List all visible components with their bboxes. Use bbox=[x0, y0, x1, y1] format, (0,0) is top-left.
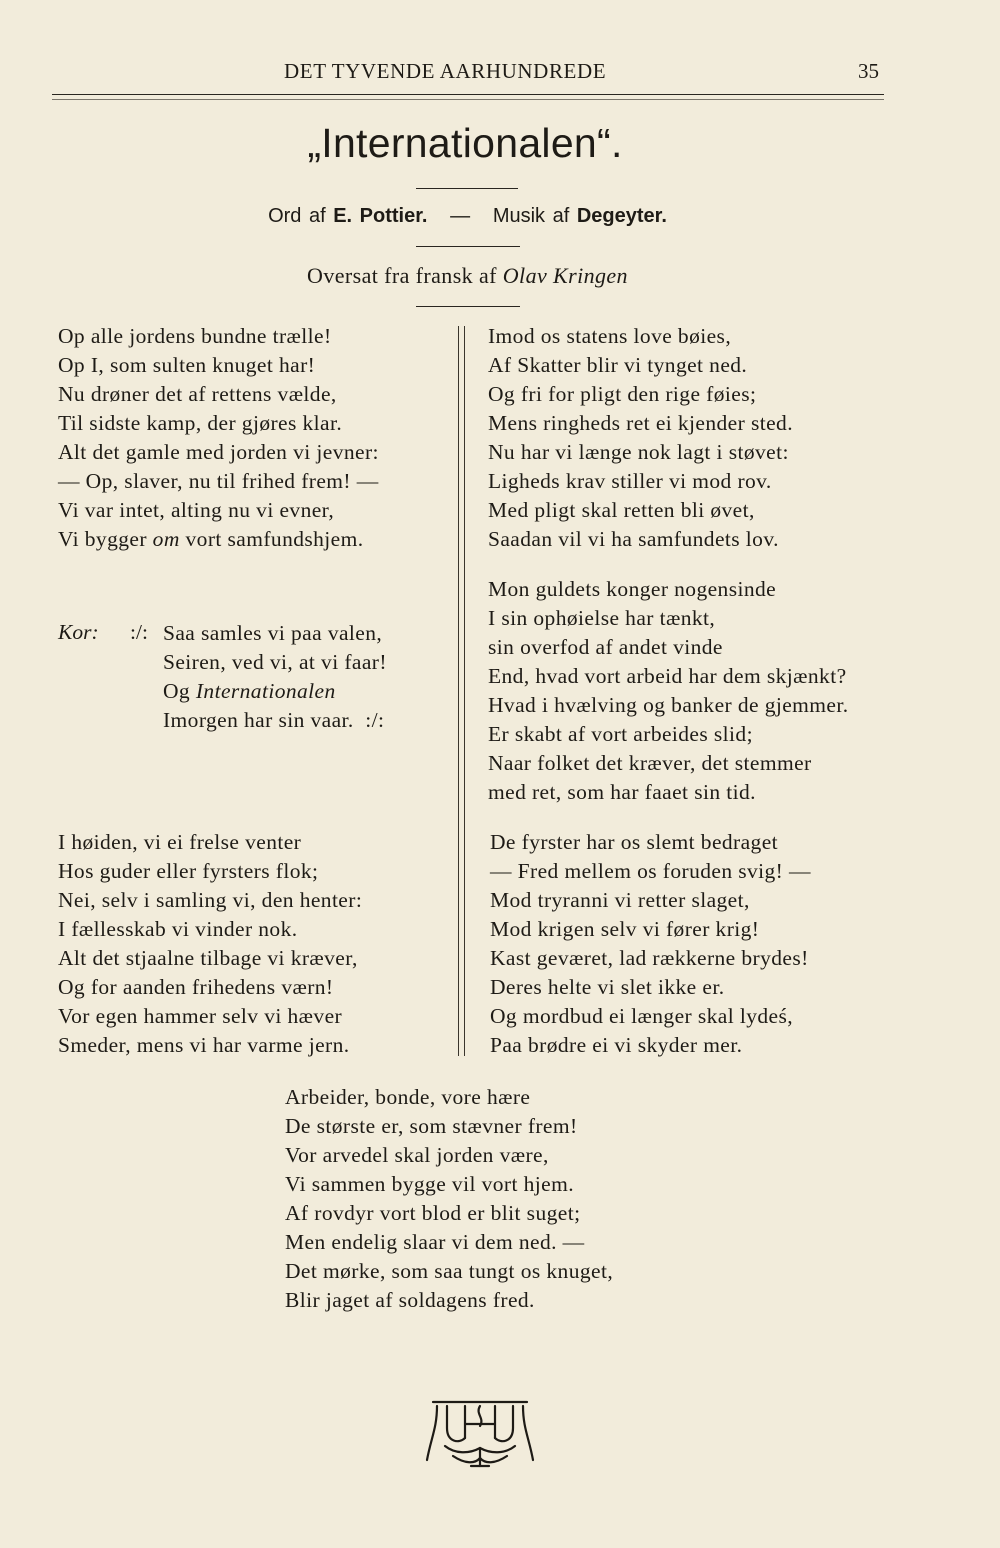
stanza-4 bbox=[488, 575, 849, 807]
verse-line: Kast geværet, lad rækkerne brydes! bbox=[490, 946, 809, 970]
verse-line: sin overfod af andet vinde bbox=[488, 635, 723, 659]
chorus-line bbox=[163, 706, 387, 735]
verse-line: Mod krigen selv vi fører krig! bbox=[490, 917, 760, 941]
art-nouveau-vignette-icon bbox=[425, 1398, 535, 1470]
verse-line-last bbox=[58, 525, 379, 554]
verse-line: Er skabt af vort arbeides slid; bbox=[488, 722, 753, 746]
verse-line: Men endelig slaar vi dem ned. — bbox=[285, 1230, 585, 1254]
verse-line: Paa brødre ei vi skyder mer. bbox=[490, 1033, 743, 1057]
verse-line: Mod tryranni vi retter slaget, bbox=[490, 888, 750, 912]
stanza-2 bbox=[58, 828, 362, 1060]
verse-line: Af Skatter blir vi tynget ned. bbox=[488, 353, 748, 377]
credits-line bbox=[0, 205, 935, 228]
verse-line: Vi sammen bygge vil vort hjem. bbox=[285, 1172, 574, 1196]
chorus bbox=[163, 619, 387, 735]
verse-line: Mens ringheds ret ei kjender sted. bbox=[488, 411, 793, 435]
translation-prefix: Oversat fra fransk af bbox=[307, 263, 497, 288]
column-divider bbox=[458, 326, 459, 1056]
title-divider bbox=[416, 188, 518, 189]
verse-line: Deres helte vi slet ikke er. bbox=[490, 975, 725, 999]
verse-line: Arbeider, bonde, vore hære bbox=[285, 1085, 531, 1109]
verse-line: De største er, som stævner frem! bbox=[285, 1114, 578, 1138]
verse-line: Hvad i hvælving og banker de gjemmer. bbox=[488, 693, 849, 717]
page-number: 35 bbox=[858, 59, 879, 83]
stanza-6 bbox=[285, 1083, 613, 1315]
header-rule bbox=[52, 94, 884, 95]
verse-line: De fyrster har os slemt bedraget bbox=[490, 830, 779, 854]
verse-line: Det mørke, som saa tungt os knuget, bbox=[285, 1259, 614, 1283]
verse-line: Af rovdyr vort blod er blit suget; bbox=[285, 1201, 581, 1225]
verse-line: Nu drøner det af rettens vælde, bbox=[58, 382, 337, 406]
verse-line: Blir jaget af soldagens fred. bbox=[285, 1288, 535, 1312]
verse-line: Vi var intet, alting nu vi evner, bbox=[58, 498, 335, 522]
music-prefix: Musik af bbox=[492, 205, 570, 227]
verse-line: Hos guder eller fyrsters flok; bbox=[58, 859, 319, 883]
chorus-line: Seiren, ved vi, at vi faar! bbox=[163, 650, 387, 674]
verse-fragment: Og bbox=[163, 679, 191, 703]
translation-credit bbox=[0, 263, 935, 289]
verse-line: Vor arvedel skal jorden være, bbox=[285, 1143, 549, 1167]
running-header: DET TYVENDE AARHUNDREDE bbox=[284, 59, 607, 83]
repeat-close-mark: :/: bbox=[365, 708, 385, 732]
verse-line: Alt det stjaalne tilbage vi kræver, bbox=[58, 946, 358, 970]
verse-line: Og mordbud ei længer skal lydeś, bbox=[490, 1004, 794, 1028]
chorus-label: Kor: bbox=[58, 620, 99, 644]
verse-line: Op I, som sulten knuget har! bbox=[58, 353, 316, 377]
repeat-open-mark: :/: bbox=[130, 620, 148, 644]
header-rule-thin bbox=[52, 99, 884, 100]
composer-name: Degeyter. bbox=[576, 205, 667, 227]
verse-line: Op alle jordens bundne trælle! bbox=[58, 324, 332, 348]
verse-line: I høiden, vi ei frelse venter bbox=[58, 830, 302, 854]
verse-line: End, hvad vort arbeid har dem skjænkt? bbox=[488, 664, 847, 688]
poem-title: „Internationalen“. bbox=[307, 120, 623, 166]
verse-line: Naar folket det kræver, det stemmer bbox=[488, 751, 812, 775]
verse-line: Til sidste kamp, der gjøres klar. bbox=[58, 411, 343, 435]
verse-line: I fællesskab vi vinder nok. bbox=[58, 917, 298, 941]
stanza-1 bbox=[58, 322, 379, 554]
translation-divider bbox=[416, 306, 520, 307]
verse-line: Nu har vi længe nok lagt i støvet: bbox=[488, 440, 789, 464]
stanza-3 bbox=[488, 322, 793, 554]
verse-line: Nei, selv i samling vi, den henter: bbox=[58, 888, 363, 912]
verse-line: Med pligt skal retten bli øvet, bbox=[488, 498, 755, 522]
stanza-5 bbox=[490, 828, 811, 1060]
lyricist-name: E. Pottier. bbox=[333, 205, 428, 227]
verse-emphasis: Internationalen bbox=[195, 679, 336, 703]
verse-line: I sin ophøielse har tænkt, bbox=[488, 606, 716, 630]
verse-line: Og for aanden frihedens værn! bbox=[58, 975, 334, 999]
verse-fragment: Vi bygger bbox=[58, 527, 147, 551]
verse-line: Saadan vil vi ha samfundets lov. bbox=[488, 527, 779, 551]
verse-line: Mon guldets konger nogensinde bbox=[488, 577, 777, 601]
verse-emphasis: om bbox=[152, 527, 180, 551]
verse-line: — Fred mellem os foruden svig! — bbox=[490, 859, 811, 883]
translator-name: Olav Kringen bbox=[502, 263, 628, 288]
verse-fragment: vort samfundshjem. bbox=[185, 527, 364, 551]
verse-line: med ret, som har faaet sin tid. bbox=[488, 780, 756, 804]
verse-line: Vor egen hammer selv vi hæver bbox=[58, 1004, 343, 1028]
verse-line: Imod os statens love bøies, bbox=[488, 324, 732, 348]
credits-divider bbox=[416, 246, 520, 247]
verse-line: Smeder, mens vi har varme jern. bbox=[58, 1033, 350, 1057]
verse-line: Ligheds krav stiller vi mod rov. bbox=[488, 469, 772, 493]
verse-line: Alt det gamle med jorden vi jevner: bbox=[58, 440, 379, 464]
verse-line: Og fri for pligt den rige føies; bbox=[488, 382, 757, 406]
verse-fragment: Imorgen har sin vaar. bbox=[163, 708, 354, 732]
credits-dash: — bbox=[450, 205, 471, 227]
chorus-line bbox=[163, 677, 387, 706]
chorus-line: Saa samles vi paa valen, bbox=[163, 621, 383, 645]
lyrics-prefix: Ord af bbox=[268, 205, 326, 227]
verse-line: — Op, slaver, nu til frihed frem! — bbox=[58, 469, 379, 493]
column-divider-second bbox=[464, 326, 465, 1056]
